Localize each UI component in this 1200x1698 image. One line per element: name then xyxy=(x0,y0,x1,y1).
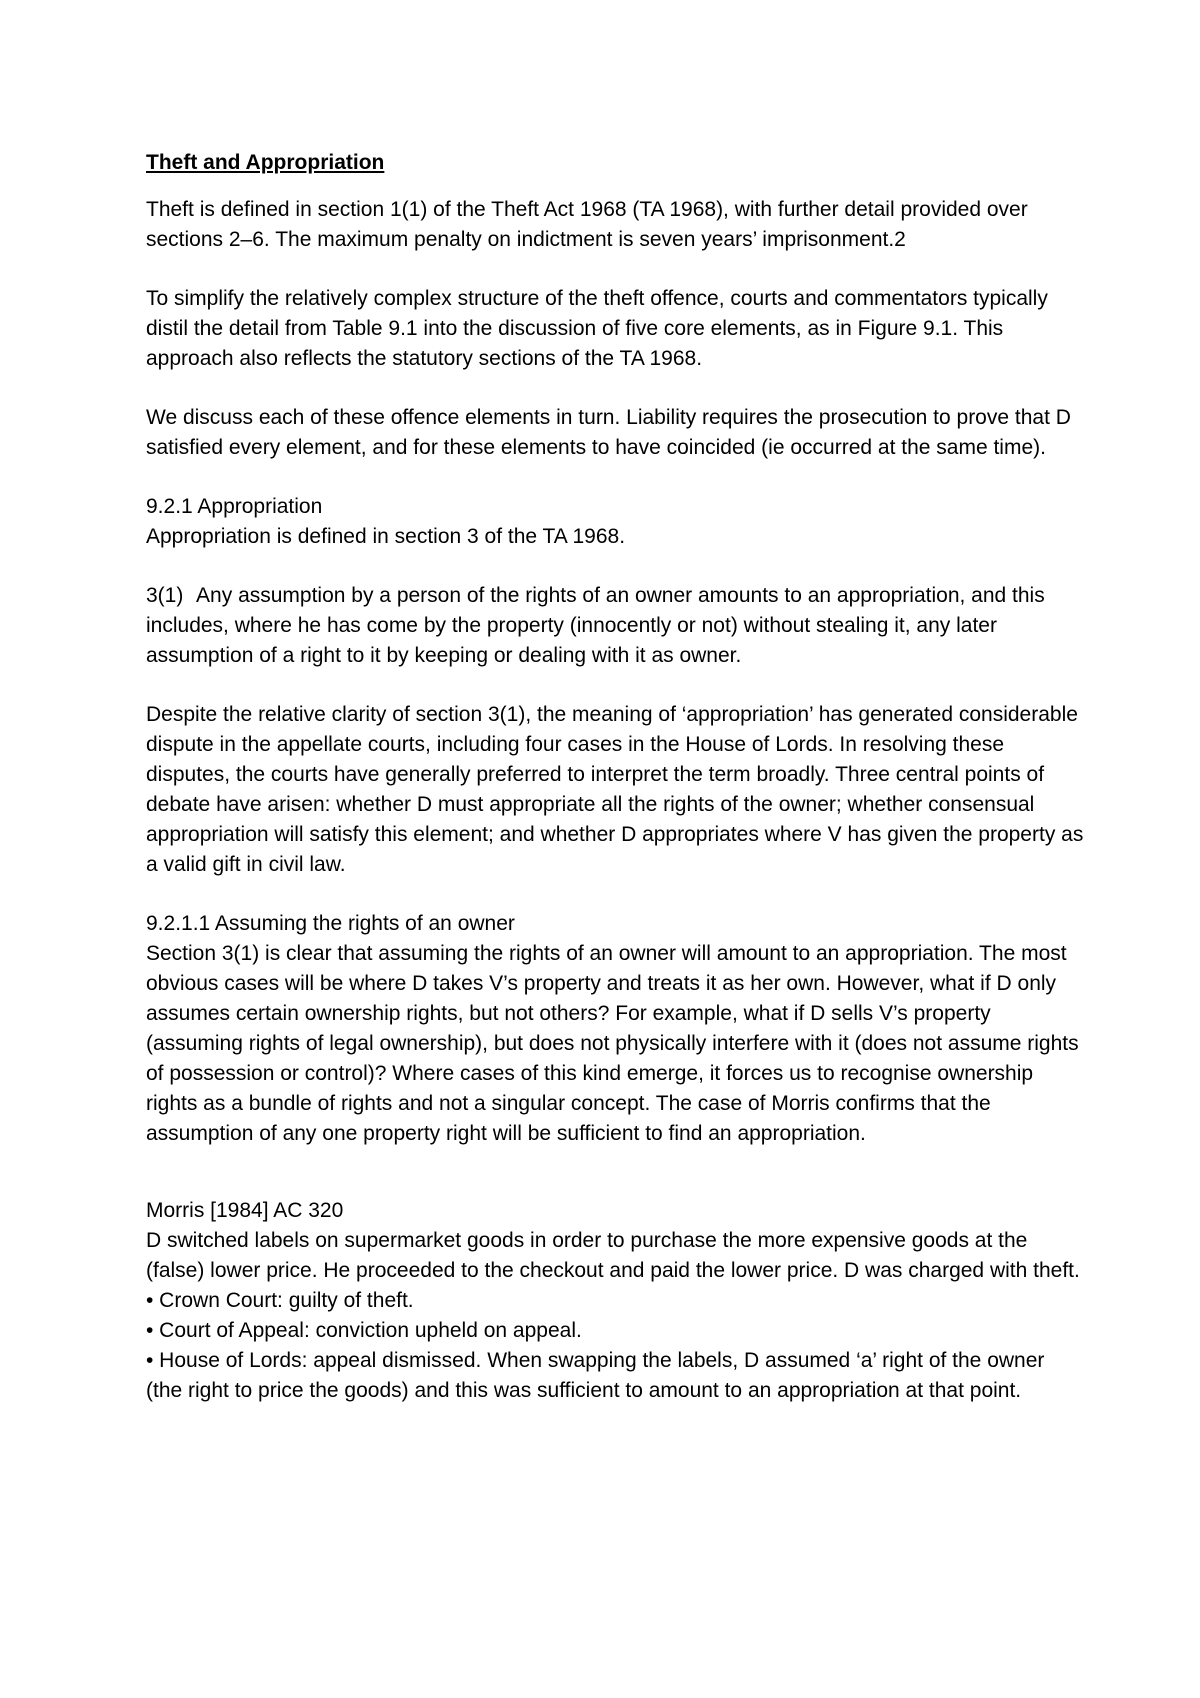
statute-quote xyxy=(146,581,1086,671)
statute-number: 3(1) xyxy=(146,584,184,607)
document-page xyxy=(146,148,1086,1406)
document-title: Theft and Appropriation xyxy=(146,151,385,174)
intro-paragraph-3: We discuss each of these offence elements in turn. Liability requires the prosecution to prove that D satisfied every element, and for these elements to have coincided (ie occurred at the same time). xyxy=(146,406,1071,459)
appropriation-discussion: Despite the relative clarity of section 3(1), the meaning of ‘appropriation’ has generated considerable dispute in the appellate courts, including four cases in the House of Lords. In resolving these disputes, the courts have generally preferred to interpret the term broadly. Three central points of debate have arisen: whether D must appropriate all the rights of the owner; whether consensual appropriation will satisfy this element; and whether D appropriates where V has given the property as a valid gift in civil law. xyxy=(146,703,1084,876)
case-bullet-court-of-appeal: • Court of Appeal: conviction upheld on appeal. xyxy=(146,1319,582,1342)
case-bullet-house-of-lords: • House of Lords: appeal dismissed. When swapping the labels, D assumed ‘a’ right of the owner (the right to price the goods) and this was sufficient to amount to an appropriation at that point. xyxy=(146,1349,1045,1402)
statute-text: Any assumption by a person of the rights of an owner amounts to an appropriation, and this includes, where he has come by the property (innocently or not) without stealing it, any later assumption of a right to it by keeping or dealing with it as owner. xyxy=(146,584,1045,667)
intro-paragraph-2: To simplify the relatively complex structure of the theft offence, courts and commentators typically distil the detail from Table 9.1 into the discussion of five core elements, as in Figure 9.1. This approach also reflects the statutory sections of the TA 1968. xyxy=(146,287,1048,370)
assuming-rights-body: Section 3(1) is clear that assuming the rights of an owner will amount to an appropriation. The most obvious cases will be where D takes V’s property and treats it as her own. However, what if D only assumes certain ownership rights, but not others? For example, what if D sells V’s property (assuming rights of legal ownership), but does not physically interfere with it (does not assume rights of possession or control)? Where cases of this kind emerge, it forces us to recognise ownership rights as a bundle of rights and not a singular concept. The case of Morris confirms that the assumption of any one property right will be sufficient to find an appropriation. xyxy=(146,942,1079,1145)
case-citation: Morris [1984] AC 320 xyxy=(146,1199,344,1222)
case-facts: D switched labels on supermarket goods in order to purchase the more expensive goods at the (false) lower price. He proceeded to the checkout and paid the lower price. D was charged with theft. xyxy=(146,1229,1080,1282)
case-bullet-crown-court: • Crown Court: guilty of theft. xyxy=(146,1289,414,1312)
appropriation-definition: Appropriation is defined in section 3 of the TA 1968. xyxy=(146,525,626,548)
case-morris xyxy=(146,1196,1086,1406)
section-heading-appropriation: 9.2.1 Appropriation xyxy=(146,495,323,518)
section-heading-assuming-rights: 9.2.1.1 Assuming the rights of an owner xyxy=(146,912,515,935)
intro-paragraph-1: Theft is defined in section 1(1) of the Theft Act 1968 (TA 1968), with further detail provided over sections 2–6. The maximum penalty on indictment is seven years’ imprisonment.2 xyxy=(146,198,1028,251)
